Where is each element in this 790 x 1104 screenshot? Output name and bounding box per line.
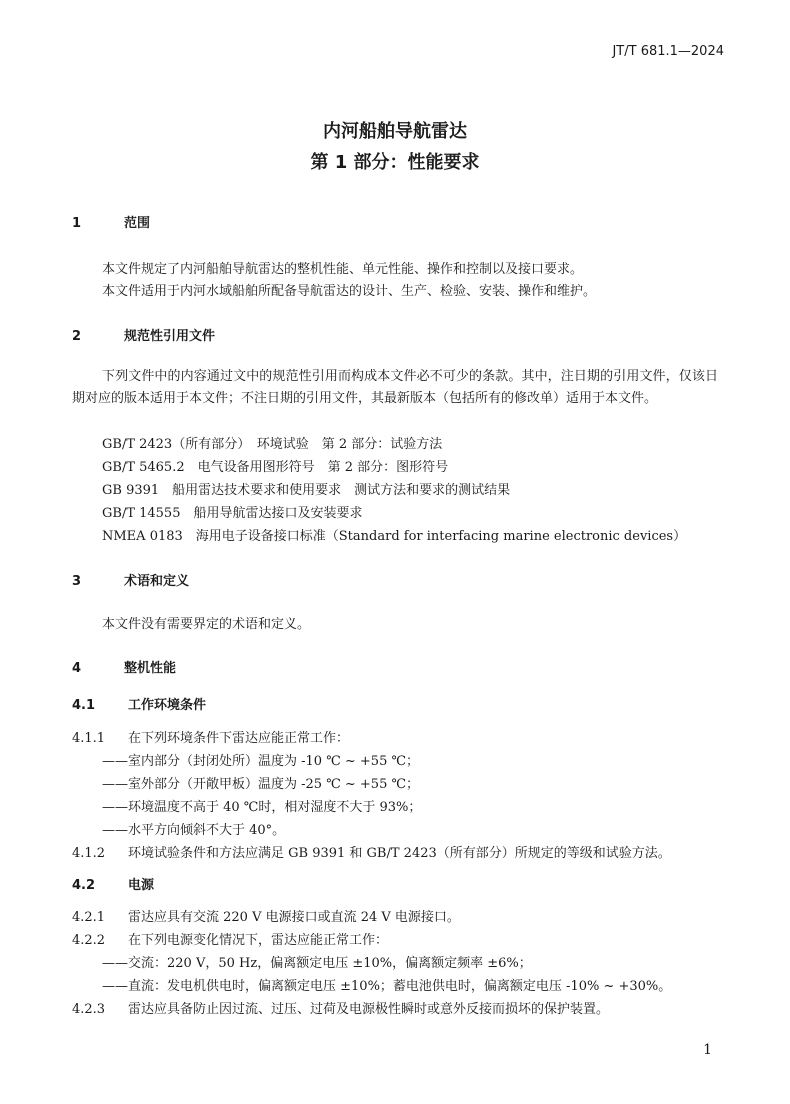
section-number: 2 — [72, 329, 82, 344]
reference-item: GB 9391 船用雷达技术要求和使用要求 测试方法和要求的测试结果 — [102, 483, 511, 498]
list-item: ——交流：220 V，50 Hz，偏离额定电压 ±10%，偏离额定频率 ±6%； — [102, 956, 532, 971]
document-title: 内河船舶导航雷达 — [323, 121, 467, 142]
clause-4-1-2 — [72, 842, 671, 861]
section-1-heading — [72, 212, 150, 231]
standard-code: JT/T 681.1—2024 — [612, 44, 724, 59]
subsection-number: 4.2 — [72, 878, 96, 893]
list-item: ——室外部分（开敞甲板）温度为 -25 ℃ ~ +55 ℃； — [102, 777, 420, 792]
paragraph: 本文件没有需要界定的术语和定义。 — [102, 617, 311, 632]
section-2-heading — [72, 325, 215, 344]
clause-number: 4.2.1 — [72, 910, 106, 925]
subsection-4-1-heading — [72, 694, 206, 713]
section-3-heading — [72, 570, 189, 589]
clause-text: 雷达应具有交流 220 V 电源接口或直流 24 V 电源接口。 — [128, 910, 460, 925]
clause-4-2-1 — [72, 906, 460, 925]
clause-text: 在下列电源变化情况下，雷达应能正常工作： — [128, 933, 389, 948]
clause-number: 4.1.2 — [72, 846, 106, 861]
subsection-number: 4.1 — [72, 698, 96, 713]
section-4-heading — [72, 657, 176, 676]
clause-text: 在下列环境条件下雷达应能正常工作： — [128, 731, 350, 746]
list-item: ——直流：发电机供电时，偏离额定电压 ±10%；蓄电池供电时，偏离额定电压 -10% ~ +30%。 — [102, 979, 672, 994]
clause-text: 环境试验条件和方法应满足 GB 9391 和 GB/T 2423（所有部分）所规定的等级和试验方法。 — [128, 846, 671, 861]
clause-4-2-3 — [72, 998, 609, 1017]
reference-item: GB/T 2423（所有部分） 环境试验 第 2 部分：试验方法 — [102, 437, 443, 452]
clause-number: 4.2.2 — [72, 933, 106, 948]
list-item: ——室内部分（封闭处所）温度为 -10 ℃ ~ +55 ℃； — [102, 754, 420, 769]
section-number: 3 — [72, 574, 82, 589]
reference-item: NMEA 0183 海用电子设备接口标准（Standard for interfacing marine electronic devices） — [102, 529, 687, 544]
paragraph: 本文件规定了内河船舶导航雷达的整机性能、单元性能、操作和控制以及接口要求。 — [102, 262, 584, 277]
list-item: ——环境温度不高于 40 ℃时，相对湿度不大于 93%； — [102, 800, 422, 815]
section-title: 规范性引用文件 — [124, 329, 216, 344]
document-subtitle: 第 1 部分：性能要求 — [310, 152, 480, 173]
section-number: 1 — [72, 216, 82, 231]
section-title: 整机性能 — [124, 661, 177, 676]
clause-text: 雷达应具备防止因过流、过压、过荷及电源极性瞬时或意外反接而损坏的保护装置。 — [128, 1002, 610, 1017]
subsection-title: 电源 — [128, 878, 155, 893]
list-item: ——水平方向倾斜不大于 40°。 — [102, 823, 286, 838]
reference-item: GB/T 14555 船用导航雷达接口及安装要求 — [102, 506, 363, 521]
section-number: 4 — [72, 661, 82, 676]
page-number: 1 — [703, 1042, 712, 1058]
reference-item: GB/T 5465.2 电气设备用图形符号 第 2 部分：图形符号 — [102, 460, 449, 475]
subsection-title: 工作环境条件 — [128, 698, 207, 713]
clause-number: 4.2.3 — [72, 1002, 106, 1017]
paragraph: 下列文件中的内容通过文中的规范性引用而构成本文件必不可少的条款。其中，注日期的引用文件，仅该日期对应的版本适用于本文件；不注日期的引用文件，其最新版本（包括所有的修改单）适用于本文件。 — [72, 369, 718, 406]
section-title: 术语和定义 — [124, 574, 190, 589]
paragraph: 本文件适用于内河水域船舶所配备导航雷达的设计、生产、检验、安装、操作和维护。 — [102, 284, 597, 299]
clause-4-1-1 — [72, 727, 349, 746]
subsection-4-2-heading — [72, 874, 154, 893]
clause-4-2-2 — [72, 929, 388, 948]
section-title: 范围 — [124, 216, 151, 231]
clause-number: 4.1.1 — [72, 731, 106, 746]
